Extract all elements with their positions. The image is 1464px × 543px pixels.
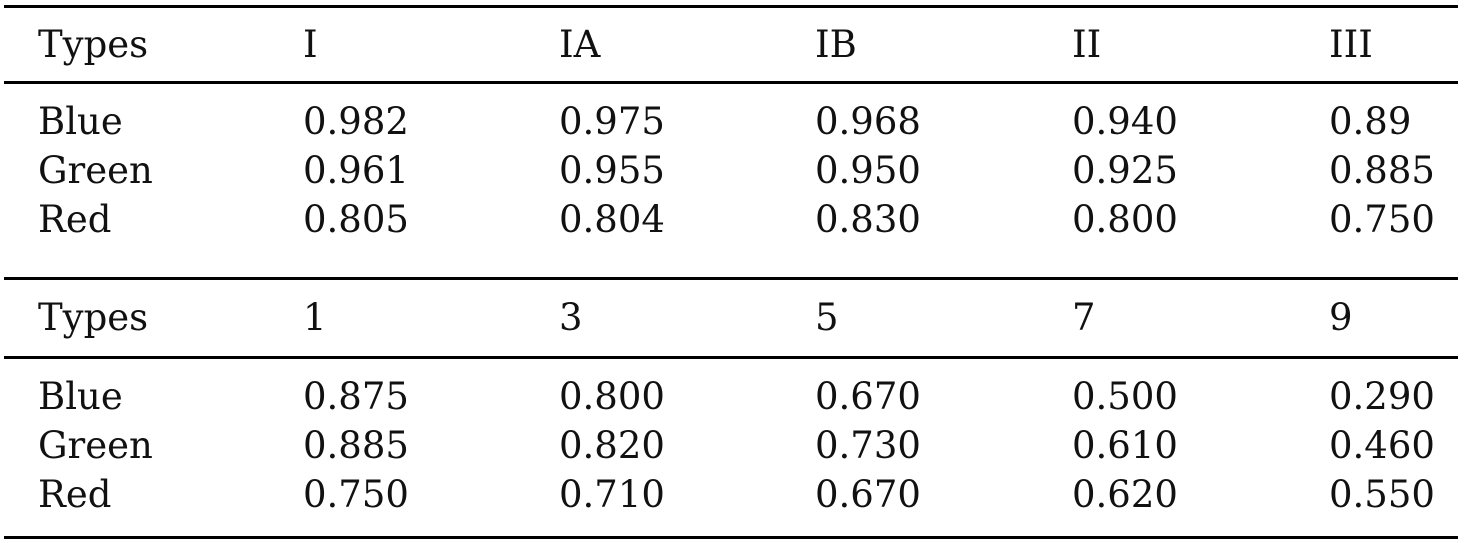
- table-cell: 0.800: [1072, 198, 1178, 241]
- table-row: [0, 421, 1464, 471]
- table-cell: 0.975: [559, 100, 665, 143]
- header-row: [0, 20, 1464, 70]
- table-cell: 0.89: [1329, 100, 1412, 143]
- header-cell: 5: [815, 296, 839, 339]
- header-cell: 3: [559, 296, 583, 339]
- table-cell: 0.670: [815, 375, 921, 418]
- table-cell: 0.885: [303, 424, 409, 467]
- row-label: Blue: [38, 100, 123, 143]
- table-cell: 0.961: [303, 149, 409, 192]
- table-cell: 0.875: [303, 375, 409, 418]
- header-cell: IA: [559, 23, 601, 66]
- table-cell: 0.290: [1329, 375, 1435, 418]
- table-row: [0, 97, 1464, 147]
- table-cell: 0.804: [559, 198, 665, 241]
- row-label: Red: [38, 473, 112, 516]
- bottom-rule: [4, 536, 1458, 539]
- table-cell: 0.955: [559, 149, 665, 192]
- table-cell: 0.550: [1329, 473, 1435, 516]
- table-cell: 0.620: [1072, 473, 1178, 516]
- row-label: Blue: [38, 375, 123, 418]
- table-cell: 0.830: [815, 198, 921, 241]
- row-label: Green: [38, 424, 153, 467]
- header-cell: II: [1072, 23, 1102, 66]
- table-row: [0, 372, 1464, 422]
- table-cell: 0.885: [1329, 149, 1435, 192]
- table-cell: 0.750: [1329, 198, 1435, 241]
- header-cell: I: [303, 23, 318, 66]
- header-cell: Types: [38, 23, 149, 66]
- header-rule: [4, 356, 1458, 359]
- table-row: [0, 470, 1464, 520]
- table-cell: 0.500: [1072, 375, 1178, 418]
- header-cell: III: [1329, 23, 1373, 66]
- table-cell: 0.950: [815, 149, 921, 192]
- section-rule: [4, 277, 1458, 280]
- table-cell: 0.800: [559, 375, 665, 418]
- row-label: Green: [38, 149, 153, 192]
- table-row: [0, 195, 1464, 245]
- header-cell: 7: [1072, 296, 1096, 339]
- header-cell: 1: [303, 296, 327, 339]
- row-label: Red: [38, 198, 112, 241]
- table-row: [0, 146, 1464, 196]
- table-cell: 0.670: [815, 473, 921, 516]
- header-rule: [4, 81, 1458, 84]
- table-cell: 0.460: [1329, 424, 1435, 467]
- table-cell: 0.940: [1072, 100, 1178, 143]
- header-cell: 9: [1329, 296, 1353, 339]
- header-cell: IB: [815, 23, 857, 66]
- table-cell: 0.805: [303, 198, 409, 241]
- table-cell: 0.610: [1072, 424, 1178, 467]
- table-cell: 0.982: [303, 100, 409, 143]
- header-row: [0, 293, 1464, 343]
- header-cell: Types: [38, 296, 149, 339]
- top-rule: [4, 5, 1458, 8]
- table-cell: 0.968: [815, 100, 921, 143]
- table-cell: 0.730: [815, 424, 921, 467]
- table-cell: 0.710: [559, 473, 665, 516]
- table-cell: 0.820: [559, 424, 665, 467]
- table-cell: 0.750: [303, 473, 409, 516]
- table-cell: 0.925: [1072, 149, 1178, 192]
